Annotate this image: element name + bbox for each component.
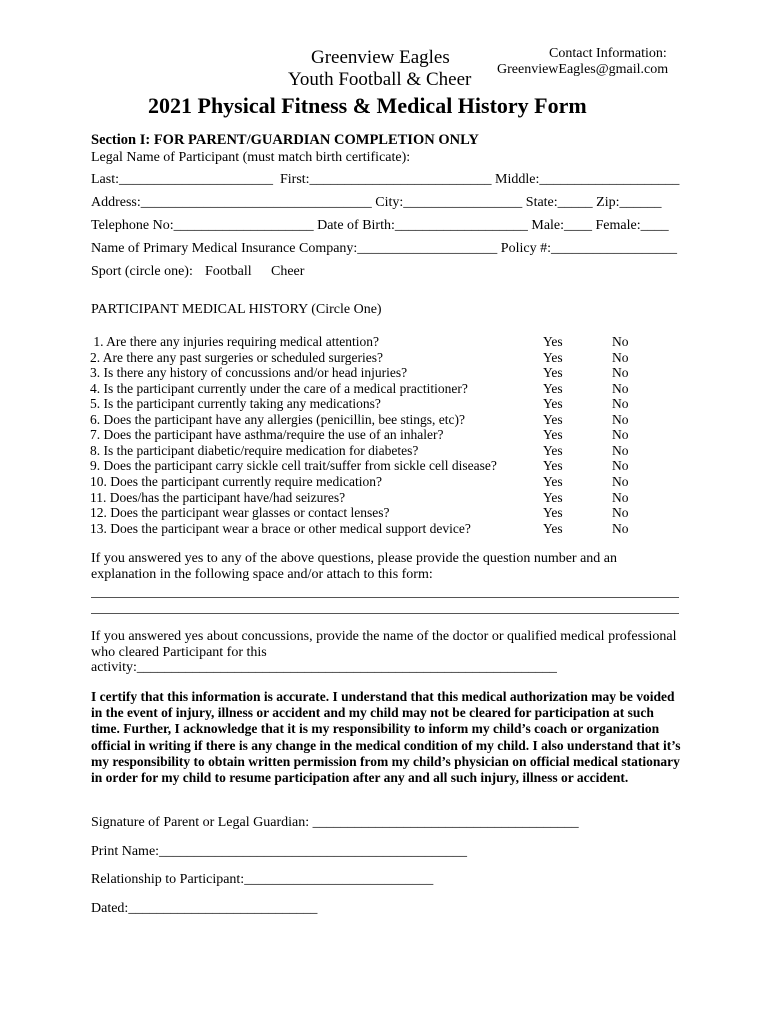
question-text: 7. Does the participant have asthma/require the use of an inhaler? [90, 427, 444, 443]
answer-no[interactable]: No [612, 411, 629, 427]
question-text: 1. Are there any injuries requiring medical attention? [90, 334, 380, 349]
question-row [90, 490, 630, 506]
answer-no[interactable]: No [612, 396, 629, 412]
address-fields-line[interactable]: Address:_________________________________ City:_________________ State:_____ Zip:______ [91, 195, 662, 210]
question-row [90, 334, 630, 350]
question-text: 6. Does the participant have any allergies (penicillin, bee stings, etc)? [90, 411, 465, 427]
sport-label: Sport (circle one): [91, 264, 193, 279]
question-text: 2. Are there any past surgeries or scheduled surgeries? [90, 349, 384, 365]
answer-yes[interactable]: Yes [543, 411, 563, 427]
question-row [90, 381, 630, 397]
question-row [90, 396, 630, 412]
answer-yes[interactable]: Yes [543, 380, 563, 396]
question-text: 11. Does/has the participant have/had seizures? [90, 489, 346, 505]
answer-no[interactable]: No [612, 427, 629, 443]
answer-no[interactable]: No [612, 334, 629, 349]
org-name: Greenview Eagles [311, 47, 450, 68]
answer-yes[interactable]: Yes [543, 442, 563, 458]
signature-line[interactable]: Signature of Parent or Legal Guardian: ______________________________________ [91, 815, 579, 830]
insurance-line[interactable]: Name of Primary Medical Insurance Company:____________________ Policy #:__________________ [91, 241, 677, 256]
question-row [90, 474, 630, 490]
relationship-line[interactable]: Relationship to Participant:___________________________ [91, 872, 434, 887]
question-row [90, 412, 630, 428]
question-text: 4. Is the participant currently under the care of a medical practitioner? [90, 380, 468, 396]
org-subtitle: Youth Football & Cheer [288, 69, 472, 90]
form-title: 2021 Physical Fitness & Medical History Form [148, 93, 587, 118]
name-fields-line[interactable]: Last:______________________ First:__________________________ Middle:____________________ [91, 172, 680, 187]
question-text: 5. Is the participant currently taking any medications? [90, 396, 381, 412]
concussion-prompt: If you answered yes about concussions, provide the name of the doctor or qualified medical professional who cleared Participant for this [91, 629, 677, 660]
answer-no[interactable]: No [612, 442, 629, 458]
answer-no[interactable]: No [612, 473, 629, 489]
explanation-line-1[interactable] [91, 597, 679, 598]
explanation-line-2[interactable] [91, 613, 679, 614]
answer-yes[interactable]: Yes [543, 505, 563, 521]
answer-yes[interactable]: Yes [543, 349, 563, 365]
answer-no[interactable]: No [612, 349, 629, 365]
question-row [90, 427, 630, 443]
answer-yes[interactable]: Yes [543, 365, 563, 381]
answer-yes[interactable]: Yes [543, 334, 563, 349]
question-text: 12. Does the participant wear glasses or contact lenses? [90, 505, 390, 521]
phone-dob-gender-line[interactable]: Telephone No:____________________ Date of Birth:___________________ Male:____ Female:____ [91, 218, 669, 233]
section-heading: Section I: FOR PARENT/GUARDIAN COMPLETION ONLY [91, 132, 479, 148]
medical-history-heading: PARTICIPANT MEDICAL HISTORY (Circle One) [91, 302, 382, 317]
certification-text: I certify that this information is accurate. I understand that this medical authorization may be voided in the event of injury, illness or accident and my child may not be cleared for participation at such time. Further, I acknowledge that it is my responsibility to inform my child’s coach or organization official in writing if there is any change in the medical condition of my child. I also understand that it’s my responsibility to obtain written permission from my child’s physician on official medical stationary in order for my child to resume participation after any and all such injury, illness or accident. [91, 689, 681, 786]
sport-option-football[interactable]: Football [205, 264, 252, 279]
answer-no[interactable]: No [612, 489, 629, 505]
answer-no[interactable]: No [612, 365, 629, 381]
sport-option-cheer[interactable]: Cheer [271, 264, 305, 279]
answer-no[interactable]: No [612, 380, 629, 396]
question-text: 9. Does the participant carry sickle cell trait/suffer from sickle cell disease? [90, 458, 497, 474]
question-row [90, 350, 630, 366]
answer-no[interactable]: No [612, 458, 629, 474]
question-text: 8. Is the participant diabetic/require medication for diabetes? [90, 442, 419, 458]
answer-no[interactable]: No [612, 505, 629, 521]
answer-yes[interactable]: Yes [543, 520, 563, 536]
print-name-line[interactable]: Print Name:____________________________________________ [91, 844, 468, 859]
answer-yes[interactable]: Yes [543, 427, 563, 443]
answer-yes[interactable]: Yes [543, 489, 563, 505]
concussion-activity-line[interactable]: activity:____________________________________________________________ [91, 660, 557, 675]
dated-line[interactable]: Dated:___________________________ [91, 901, 318, 916]
contact-email: GreenviewEagles@gmail.com [497, 62, 669, 77]
question-row [90, 505, 630, 521]
question-row [90, 521, 630, 537]
answer-yes[interactable]: Yes [543, 473, 563, 489]
question-row [90, 443, 630, 459]
legal-name-note: Legal Name of Participant (must match birth certificate): [91, 150, 411, 165]
question-text: 13. Does the participant wear a brace or other medical support device? [90, 520, 471, 536]
answer-yes[interactable]: Yes [543, 458, 563, 474]
answer-yes[interactable]: Yes [543, 396, 563, 412]
answer-no[interactable]: No [612, 520, 629, 536]
explanation-prompt: If you answered yes to any of the above questions, please provide the question number and an explanation in the following space and/or attach to this form: [91, 551, 618, 582]
question-row [90, 365, 630, 381]
question-text: 3. Is there any history of concussions and/or head injuries? [90, 365, 408, 381]
question-text: 10. Does the participant currently require medication? [90, 473, 383, 489]
question-row [90, 458, 630, 474]
contact-label: Contact Information: [549, 46, 667, 61]
